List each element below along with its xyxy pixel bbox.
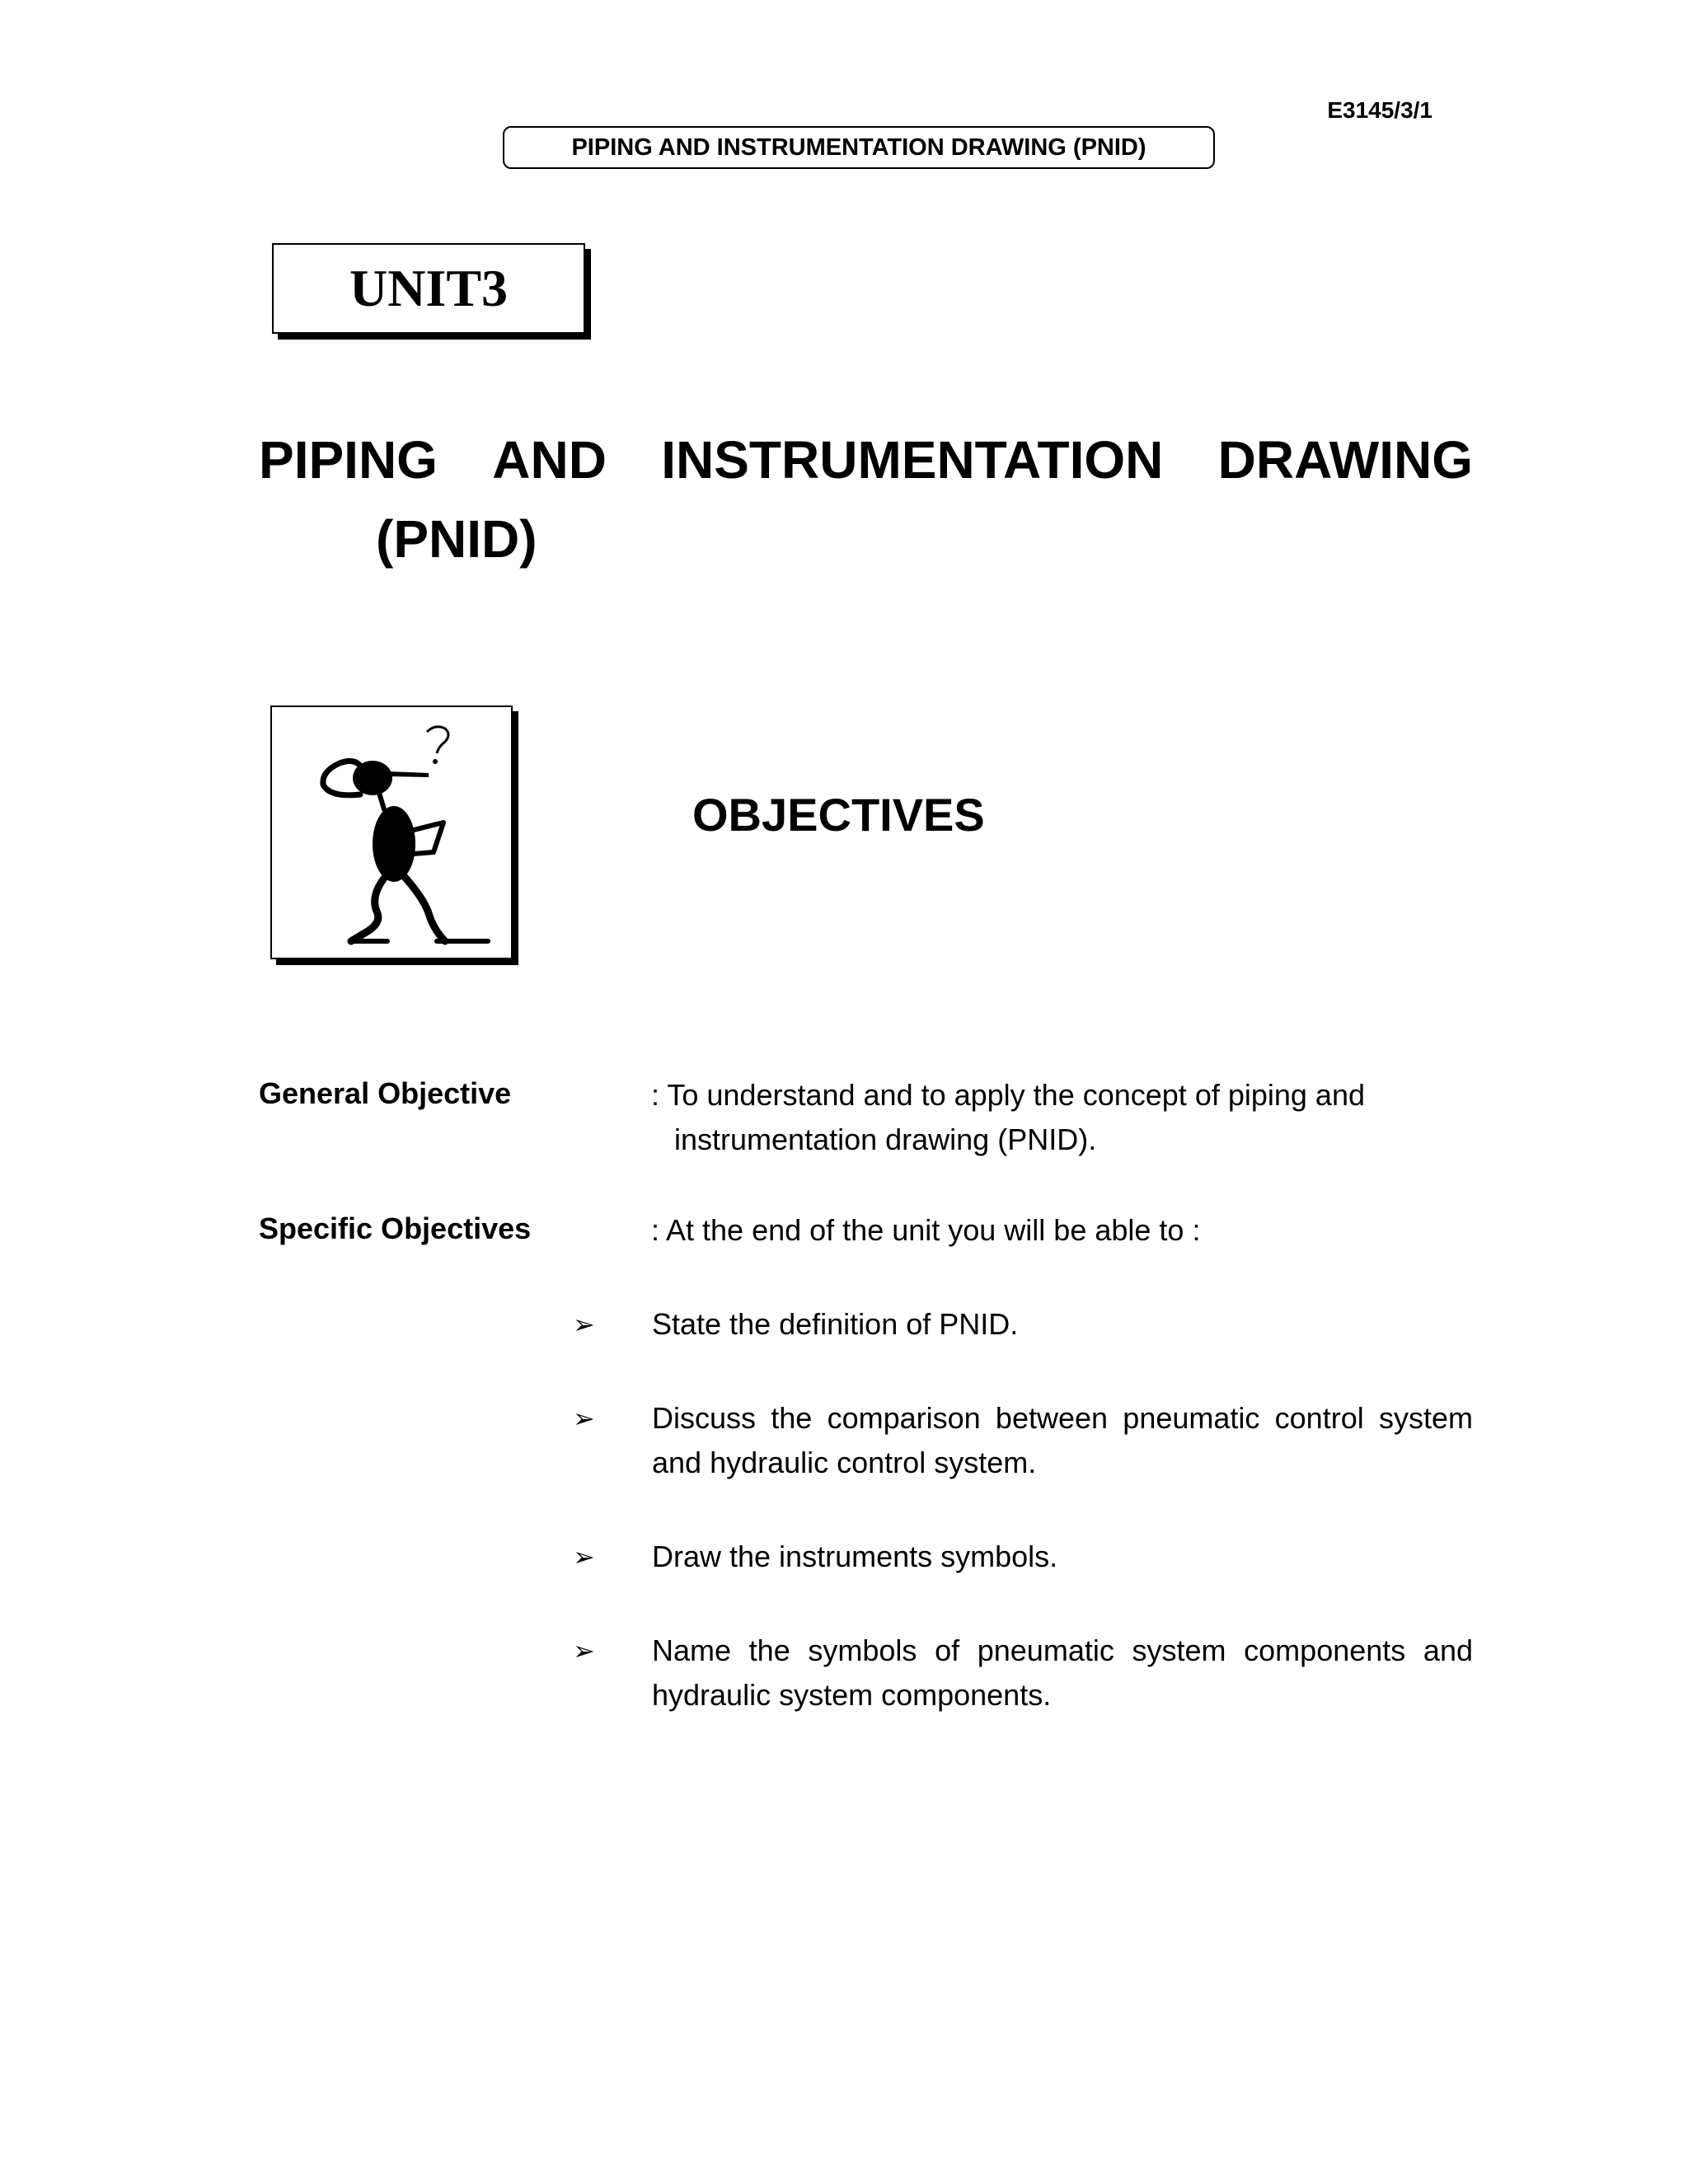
objective-text: State the definition of PNID. <box>652 1307 1019 1341</box>
page-title <box>259 420 1473 579</box>
title-word: PIPING <box>259 430 438 490</box>
title-word: INSTRUMENTATION <box>661 430 1164 490</box>
arrow-bullet-icon: ➢ <box>573 1310 595 1339</box>
general-objective-text <box>651 1073 1484 1162</box>
unit-label: UNIT3 <box>349 259 509 317</box>
specific-objectives-list <box>573 1302 1473 1767</box>
title-word: DRAWING <box>1217 430 1473 490</box>
page-title-line2: (PNID) <box>376 509 537 569</box>
page-title-line1 <box>259 420 1473 499</box>
general-objective-line2: instrumentation drawing (PNID). <box>674 1122 1097 1156</box>
list-item <box>573 1629 1473 1718</box>
arrow-bullet-icon: ➢ <box>573 1636 595 1666</box>
general-objective-label: General Objective <box>259 1076 512 1110</box>
arrow-bullet-icon: ➢ <box>573 1404 595 1433</box>
thinking-man-icon <box>272 707 511 958</box>
list-item <box>573 1302 1473 1347</box>
unit-label-box <box>272 243 585 334</box>
list-item <box>573 1535 1473 1579</box>
specific-objectives-label: Specific Objectives <box>259 1212 532 1245</box>
objective-text: Name the symbols of pneumatic system components and hydraulic system components. <box>652 1633 1473 1712</box>
objective-text: Discuss the comparison between pneumatic control system and hydraulic control system. <box>652 1401 1473 1479</box>
objective-text: Draw the instruments symbols. <box>652 1540 1058 1573</box>
title-word: AND <box>492 430 607 490</box>
specific-objectives-intro: : At the end of the unit you will be able to : <box>651 1213 1201 1247</box>
header-title: PIPING AND INSTRUMENTATION DRAWING (PNID) <box>571 134 1146 161</box>
objectives-heading: OBJECTIVES <box>692 789 985 841</box>
list-item <box>573 1396 1473 1485</box>
general-objective-line1: : To understand and to apply the concept of piping and <box>651 1078 1365 1112</box>
header-title-box <box>503 126 1215 169</box>
arrow-bullet-icon: ➢ <box>573 1542 595 1572</box>
document-code: E3145/3/1 <box>1327 97 1432 123</box>
illustration-frame <box>270 705 513 959</box>
